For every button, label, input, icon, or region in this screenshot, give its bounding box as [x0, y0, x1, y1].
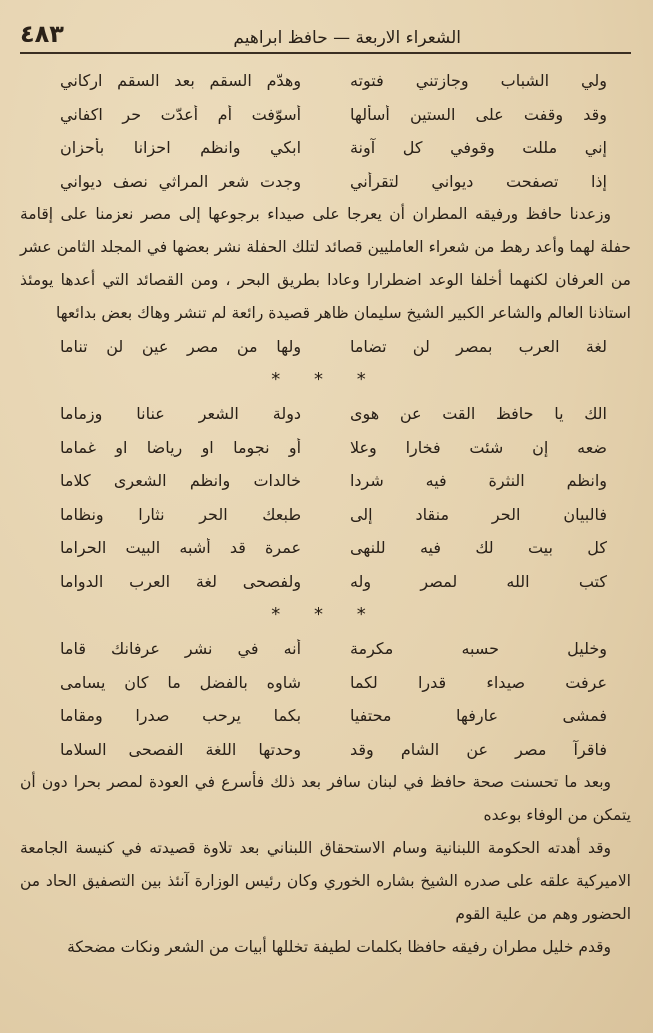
second-hemistich: عمرة قد أشبه البيت الحراما: [60, 538, 302, 558]
paragraph-text: وبعد ما تحسنت صحة حافظ في لبنان سافر بعد ذلك فأسرع في العودة لمصر بحرا دون أن يتمكن من الوفاء بوعده: [20, 773, 631, 824]
verse-row: [20, 131, 631, 165]
prose-paragraph-4: [20, 931, 631, 964]
verse-row-single: [20, 330, 631, 363]
verse-row: [20, 498, 631, 532]
verse-row: [20, 464, 631, 498]
first-hemistich: فالبيان الحر منقاد إلى: [349, 504, 607, 524]
first-hemistich: ضعه إن شئت فخارا وعلا: [349, 437, 607, 457]
first-hemistich: لغة العرب بمصر لن تضاما: [349, 337, 607, 356]
prose-paragraph-1: [20, 198, 631, 330]
verse-row: [20, 165, 631, 199]
paragraph-text: وقدم خليل مطران رفيقه حافظا بكلمات لطيفة تخللها أبيات من الشعر ونكات مضحكة: [67, 938, 611, 956]
verse-row: [20, 733, 631, 767]
first-hemistich: إني مللت وقوفي كل آونة: [349, 138, 607, 158]
verse-block-bottom: [20, 632, 631, 766]
verse-row: [20, 666, 631, 700]
prose-paragraph-3: [20, 832, 631, 931]
first-hemistich: وانظم النثرة فيه شردا: [349, 471, 607, 491]
second-hemistich: خالدات وانظم الشعرى كلاما: [60, 471, 302, 491]
second-hemistich: أنه في نشر عرفانك قاما: [60, 639, 302, 659]
verse-row: [20, 98, 631, 132]
verse-row: [20, 431, 631, 465]
page-number: ٤٨٣: [20, 20, 64, 48]
first-hemistich: إذا تصفحت ديواني لتقرأني: [349, 171, 607, 191]
verse-block-top: [20, 64, 631, 198]
first-hemistich: فاقرآ مصر عن الشام وقد: [349, 739, 607, 759]
second-hemistich: بكما يرحب صدرا ومقاما: [60, 706, 302, 726]
second-hemistich: أو نجوما او رياضا او غماما: [60, 437, 302, 457]
verse-row: [20, 64, 631, 98]
section-separator: * * *: [271, 369, 380, 390]
section-separator: * * *: [271, 604, 380, 625]
second-hemistich: شاوه بالفضل ما كان يسامى: [60, 672, 302, 692]
first-hemistich: كتب الله لمصر وله: [349, 571, 607, 591]
second-hemistich: ابكي وانظم احزانا بأحزان: [60, 138, 302, 158]
verse-row: [20, 699, 631, 733]
first-hemistich: كل بيت لك فيه للنهى: [349, 538, 607, 558]
first-hemistich: الك يا حافظ القت عن هوى: [349, 404, 607, 424]
first-hemistich: وقد وقفت على الستين أسألها: [349, 104, 607, 124]
second-hemistich: ولفصحى لغة العرب الدواما: [60, 571, 302, 591]
second-hemistich: وحدتها اللغة الفصحى السلاما: [60, 739, 302, 759]
second-hemistich: أسوّفت أم أعدّت حر اكفاني: [60, 104, 302, 124]
verse-row: [20, 565, 631, 599]
paragraph-text: وزعدنا حافظ ورفيقه المطران أن يعرجا على صيداء برجوعها إلى مصر نعزمنا على إقامة حفلة لهما وأعد رهط من شعراء العامليين قصائد لتلك الحفلة نشر بعضها في المجلد الثامن عشر من العرفان لكنهما أخلفا الوعد اضطرارا وعادا بطريق البحر ، ومن القصائد التي أعدها يومئذ استاذنا العالم والشاعر الكبير الشيخ سليمان ظاهر قصيدة رائعة لم تنشر وهاك بعض بدائعها: [20, 205, 631, 322]
second-hemistich: وجدت شعر المراثي نصف ديواني: [60, 171, 302, 191]
paragraph-text: وقد أهدته الحكومة اللبنانية وسام الاستحقاق اللبناني بعد تلاوة قصيدته في كنيسة الجامعة الاميركية علقه على صدره الشيخ بشاره الخوري وكان رئيس الوزارة آنئذ بين التصفيق الحاد من الحضور وهم من علية القوم: [20, 839, 631, 923]
first-hemistich: عرفت صيداء قدرا لكما: [349, 672, 607, 692]
second-hemistich: وهدّم السقم بعد السقم اركاني: [60, 71, 302, 91]
first-hemistich: ولي الشباب وجازتني فتوته: [349, 71, 607, 91]
first-hemistich: فمشى عارفها محتفيا: [349, 706, 607, 726]
second-hemistich: طبعك الحر نثارا ونظاما: [60, 504, 302, 524]
second-hemistich: دولة الشعر عنانا وزماما: [60, 404, 302, 424]
running-title: الشعراء الاربعة — حافظ ابراهيم: [233, 28, 461, 48]
verse-block-mid: [20, 397, 631, 598]
verse-row: [20, 397, 631, 431]
first-hemistich: وخليل حسبه مكرمة: [349, 639, 607, 659]
second-hemistich: ولها من مصر عين لن تناما: [60, 337, 302, 356]
page-header: [20, 14, 631, 54]
verse-row: [20, 531, 631, 565]
verse-row: [20, 632, 631, 666]
prose-paragraph-2: [20, 766, 631, 832]
